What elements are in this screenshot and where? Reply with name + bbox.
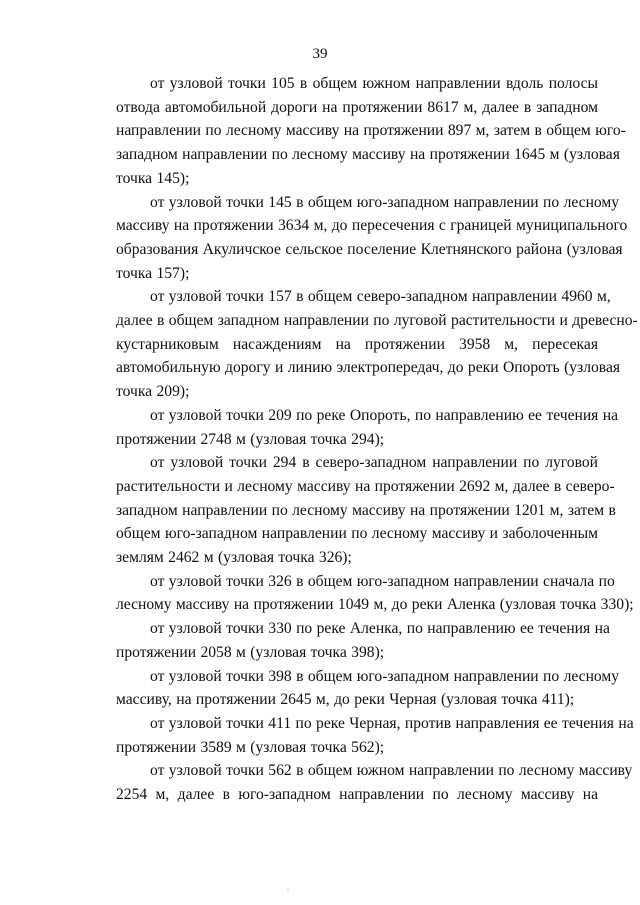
text-line: направлении по лесному массиву на протяжении 897 м, затем в общем юго- [116,122,626,140]
text-line: от узловой точки 562 в общем южном направлении по лесному массиву [150,762,633,780]
paragraph [116,712,634,759]
text-line: далее в общем западном направлении по луговой растительности и древесно- [116,312,638,330]
text-line: 2254 м, далее в юго-западном направлении по лесному массиву на [116,786,598,804]
text-line: общем юго-западном направлении по лесному массиву и заболоченным [116,525,598,543]
text-line: лесному массиву на протяжении 1049 м, до реки Аленка (узловая точка 330); [116,596,634,614]
text-line: от узловой точки 398 в общем юго-западном направлении по лесному [150,667,620,685]
text-line: от узловой точки 294 в северо-западном направлении по луговой [150,454,598,472]
page-number: 39 [312,46,328,62]
paragraph [116,451,616,570]
text-line: точка 145); [116,169,190,187]
text-line: от узловой точки 145 в общем юго-западном направлении по лесному [150,193,620,211]
text-line: отвода автомобильной дороги на протяжении 8617 м, далее в западном [116,98,598,116]
text-line: от узловой точки 209 по реке Опороть, по направлению ее течения на [150,406,619,424]
text-line: протяжении 3589 м (узловая точка 562); [116,738,385,756]
text-line: автомобильную дорогу и линию электропередач, до реки Опороть (узловая [116,359,621,377]
paragraph [116,759,633,806]
text-line: массиву на протяжении 3634 м, до пересечения с границей муниципального [116,217,628,235]
text-line: кустарниковым насаждениям на протяжении 3958 м, пересекая [116,335,598,353]
paragraph [116,285,638,404]
text-line: образования Акуличское сельское поселение Клетнянского района (узловая [116,240,623,258]
paragraph [116,72,626,191]
paragraph [116,191,628,286]
text-line: точка 157); [116,264,190,282]
paragraph [116,404,619,451]
text-line: протяжении 2748 м (узловая точка 294); [116,430,385,448]
paragraph [116,617,610,664]
text-line: от узловой точки 326 в общем юго-западном направлении сначала по [150,572,615,590]
text-line: от узловой точки 330 по реке Аленка, по направлению ее течения на [150,620,610,638]
paragraph [116,570,634,617]
text-line: от узловой точки 411 по реке Черная, против направления ее течения на [150,714,634,732]
text-line: землям 2462 м (узловая точка 326); [116,549,352,567]
text-line: от узловой точки 157 в общем северо-западном направлении 4960 м, [150,288,611,306]
document-body [116,72,638,807]
text-line: растительности и лесному массиву на протяжении 2692 м, далее в северо- [116,477,615,495]
text-line: точка 209); [116,383,190,401]
text-line: западном направлении по лесному массиву на протяжении 1201 м, затем в [116,501,616,519]
text-line: западном направлении по лесному массиву на протяжении 1645 м (узловая [116,146,620,164]
text-line: протяжении 2058 м (узловая точка 398); [116,643,385,661]
paragraph [116,665,620,712]
scan-speck [287,889,289,890]
text-line: от узловой точки 105 в общем южном направлении вдоль полосы [150,75,598,92]
text-line: массиву, на протяжении 2645 м, до реки Черная (узловая точка 411); [116,691,575,709]
